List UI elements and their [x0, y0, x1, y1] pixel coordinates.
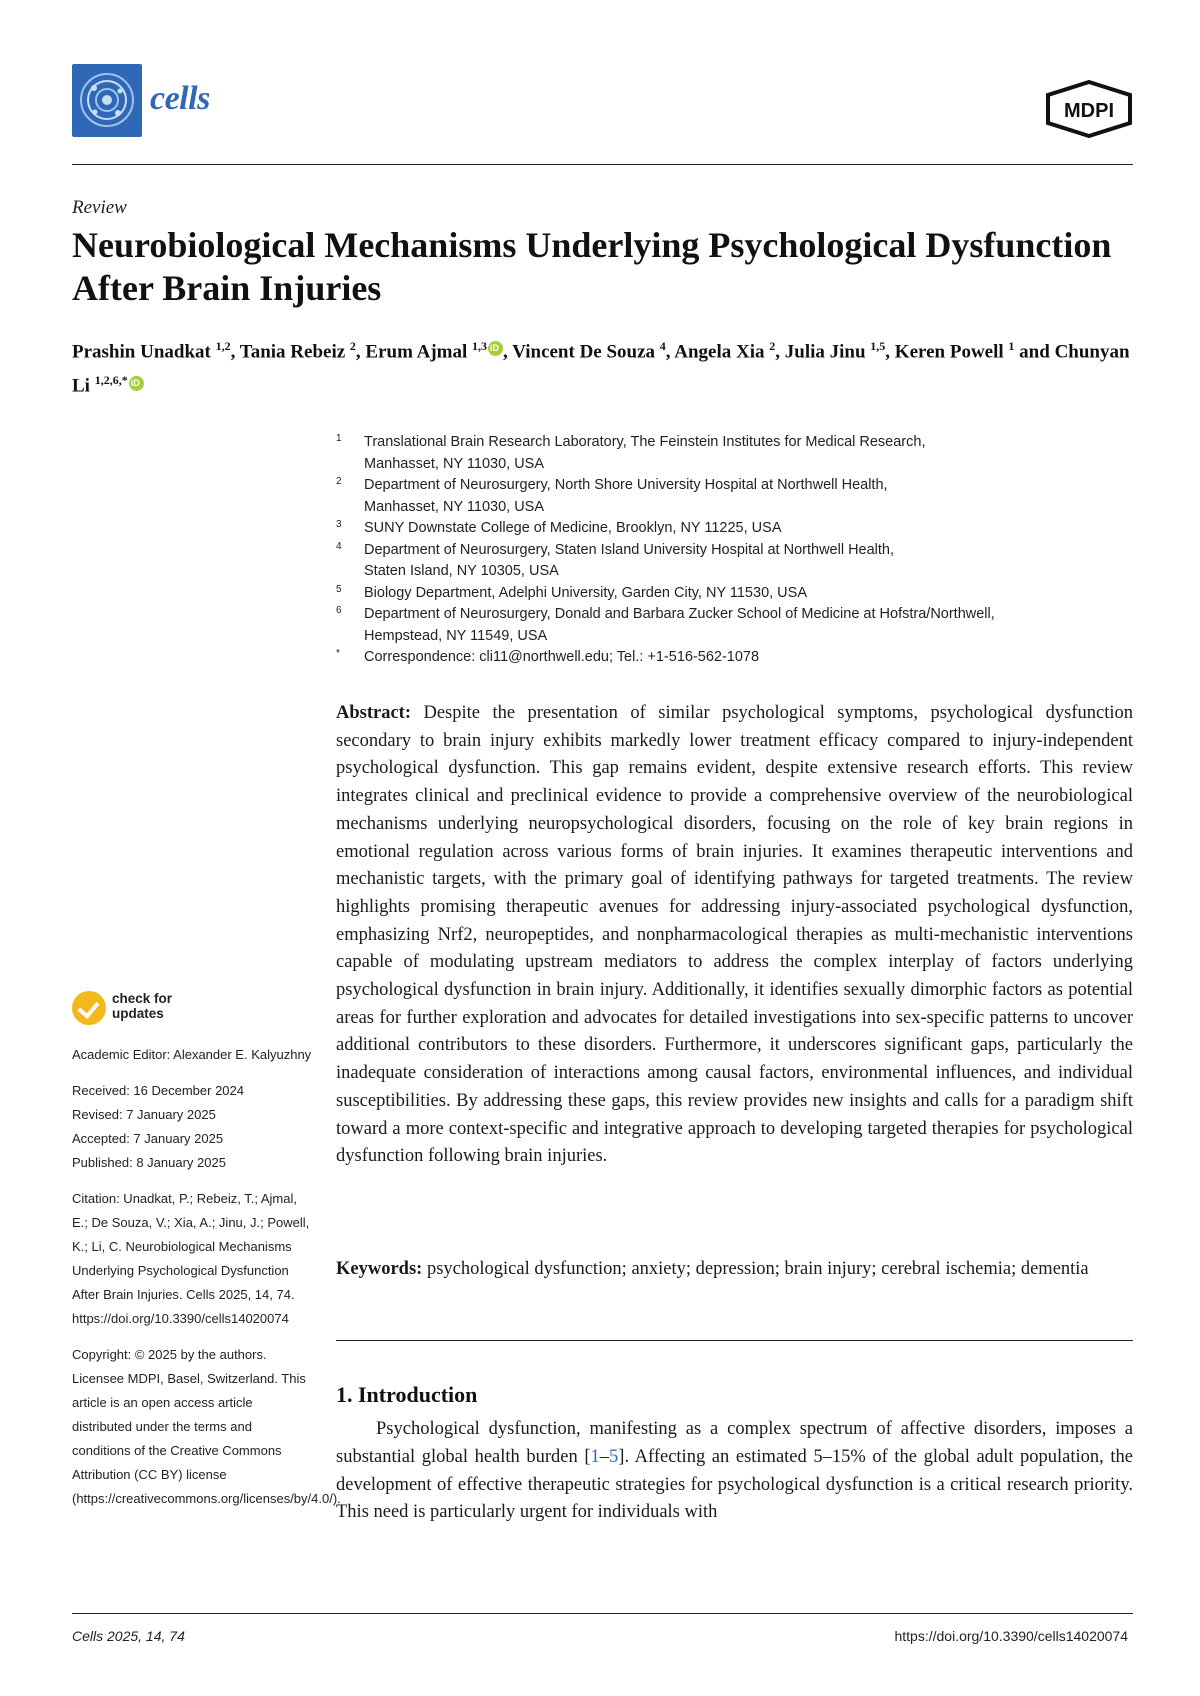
affiliation-number: 4: [336, 540, 342, 552]
citation-link[interactable]: 1: [590, 1446, 600, 1467]
intro-paragraph: [336, 1416, 1133, 1527]
footer-rule: [72, 1613, 1133, 1614]
check-updates-text: [112, 991, 172, 1021]
affiliation-text: Biology Department, Adelphi University, Garden City, NY 11530, USA: [364, 584, 808, 601]
article-title: Neurobiological Mechanisms Underlying Psychological Dysfunction After Brain Injuries: [72, 225, 1112, 308]
abstract-rule: [336, 1340, 1133, 1341]
citation-info: Citation: Unadkat, P.; Rebeiz, T.; Ajmal, E.; De Souza, V.; Xia, A.; Jinu, J.; Powell, K.; Li, C. Neurobiological Mechanisms Underlying Psychological Dysfunction After Brain Injuries. Cells 2025, 14, 74. https://doi.org/10.3390/cells14020074: [72, 1191, 310, 1326]
affiliation-text-cont: Manhasset, NY 11030, USA: [364, 455, 545, 472]
journal-name[interactable]: cells: [150, 80, 210, 117]
author-affiliation-marker: 4: [659, 339, 666, 353]
author-affiliation-marker: 1,3: [472, 339, 488, 353]
author-separator: ,: [355, 341, 366, 363]
author-separator: ,: [230, 341, 240, 363]
author-separator: ,: [503, 341, 513, 363]
orcid-icon[interactable]: [488, 341, 503, 356]
affiliation-item: [336, 583, 1136, 605]
revised-date: Revised: 7 January 2025: [72, 1107, 216, 1122]
affiliation-text: Department of Neurosurgery, Donald and Barbara Zucker School of Medicine at Hofstra/Northwell,: [364, 606, 995, 622]
author-affiliation-marker: 1,2,6,*: [94, 373, 128, 388]
affiliation-item: [336, 604, 1136, 647]
affiliation-number: *: [336, 648, 340, 659]
author-affiliation-marker: 1,2: [215, 339, 231, 353]
author-name[interactable]: Vincent De Souza: [512, 341, 656, 363]
affiliation-item: [336, 540, 1136, 583]
author-affiliation-marker: 1,5: [870, 339, 886, 353]
footer-doi-link[interactable]: https://doi.org/10.3390/cells14020074: [894, 1628, 1128, 1644]
affiliation-number: 3: [336, 519, 342, 530]
author-list: [72, 332, 1142, 401]
keywords: [336, 1255, 1133, 1283]
article-type: Review: [72, 197, 127, 218]
author-name[interactable]: Erum Ajmal: [365, 341, 468, 363]
affiliation-text: Department of Neurosurgery, North Shore University Hospital at Northwell Health,: [364, 477, 888, 493]
keywords-label: Keywords:: [336, 1259, 423, 1279]
affiliation-text: Correspondence: cli11@northwell.edu; Tel.: +1-516-562-1078: [364, 649, 760, 665]
check-for-updates-badge[interactable]: [72, 989, 182, 1029]
footer-journal-ref: Cells 2025, 14, 74: [72, 1628, 185, 1644]
affiliation-item: [336, 518, 1136, 540]
orcid-icon[interactable]: [129, 376, 144, 391]
author-affiliation-marker: 2: [349, 339, 356, 353]
citation-link[interactable]: 5: [609, 1446, 619, 1467]
citation-dash: –: [599, 1446, 610, 1467]
affiliation-item: [336, 647, 1136, 669]
affiliation-text-cont: Manhasset, NY 11030, USA: [364, 498, 545, 515]
author-name[interactable]: Tania Rebeiz: [239, 341, 346, 363]
affiliation-item: [336, 475, 1136, 518]
intro-text-a: Psychological dysfunction, manifesting as a complex spectrum of affective disorders, imposes a substantial global health burden [: [336, 1419, 1133, 1467]
check-icon: [72, 991, 106, 1025]
copyright-info: Copyright: © 2025 by the authors. Licensee MDPI, Basel, Switzerland. This article is an open access article distributed under the terms and conditions of the Creative Commons Attribution (CC BY) license (https://creativecommons.org/licenses/by/4.0/).: [72, 1347, 341, 1506]
affiliation-number: 2: [336, 476, 342, 487]
header-rule: [72, 164, 1133, 165]
author-name[interactable]: Julia Jinu: [784, 341, 866, 363]
publisher-logo[interactable]: [1044, 80, 1134, 138]
author-name[interactable]: Angela Xia: [674, 341, 765, 363]
author-separator: ,: [665, 341, 675, 363]
accepted-date: Accepted: 7 January 2025: [72, 1131, 224, 1146]
author-name[interactable]: Keren Powell: [894, 341, 1004, 363]
affiliations: [336, 432, 1136, 669]
author-affiliation-marker: 2: [769, 339, 776, 353]
keywords-text: psychological dysfunction; anxiety; depression; brain injury; cerebral ischemia; dementia: [426, 1259, 1089, 1279]
author-affiliation-marker: 1: [1008, 339, 1015, 353]
abstract-text: Despite the presentation of similar psychological symptoms, psychological dysfunction secondary to brain injury exhibits markedly lower treatment efficacy compared to injury-independent psychological dysfunction. This gap remains evident, despite extensive research efforts. This review integrates clinical and preclinical evidence to provide a comprehensive overview of the neurobiological mechanisms underlying neuropsychological disorders, focusing on the role of key brain regions in emotional regulation across various forms of brain injuries. It examines therapeutic interventions and mechanistic targets, with the primary goal of identifying pathways for targeted treatments. The review highlights promising therapeutic avenues for addressing injury-associated psychological dysfunction, emphasizing Nrf2, neuropeptides, and nonpharmacological therapies as multi-mechanistic interventions capable of modulating upstream mediators to address the complex interplay of factors underlying psychological dysfunction in brain injury. Additionally, it identifies sexually dimorphic factors as potential areas for further exploration and advocates for detailed investigations into sex-specific patterns to uncover additional contributors to these disorders. Furthermore, it underscores significant gaps, particularly the inadequate consideration of interactions among causal factors, environmental influences, and individual susceptibilities. By addressing these gaps, this review provides new insights and calls for a paradigm shift toward a more context-specific and integrative approach to developing targeted therapies for psychological dysfunction following brain injuries.: [336, 703, 1134, 1167]
section-heading-introduction: 1. Introduction: [336, 1382, 478, 1407]
affiliation-text: Translational Brain Research Laboratory, The Feinstein Institutes for Medical Research,: [364, 434, 926, 450]
affiliation-text: SUNY Downstate College of Medicine, Brooklyn, NY 11225, USA: [364, 520, 782, 536]
article-info-sidebar: [72, 1043, 341, 1523]
check-updates-line2: updates: [112, 1006, 164, 1021]
author-name[interactable]: Prashin Unadkat: [72, 341, 211, 363]
affiliation-text-cont: Hempstead, NY 11549, USA: [364, 627, 548, 644]
received-date: Received: 16 December 2024: [72, 1083, 244, 1098]
author-separator: ,: [885, 341, 895, 363]
affiliation-number: 1: [336, 433, 342, 444]
affiliation-text: Department of Neurosurgery, Staten Island University Hospital at Northwell Health,: [364, 541, 895, 558]
author-name[interactable]: Chunyan Li: [72, 341, 1130, 397]
abstract-label: Abstract:: [336, 703, 412, 723]
author-separator: and: [1014, 341, 1055, 363]
journal-logo: [72, 64, 142, 137]
affiliation-item: [336, 432, 1136, 475]
check-updates-line1: check for: [112, 991, 173, 1006]
abstract: [336, 700, 1133, 1171]
affiliation-number: 6: [336, 605, 342, 616]
academic-editor: Academic Editor: Alexander E. Kalyuzhny: [72, 1047, 312, 1062]
affiliation-number: 5: [336, 583, 342, 595]
publisher-name: MDPI: [1064, 100, 1114, 122]
author-separator: ,: [775, 341, 785, 363]
published-date: Published: 8 January 2025: [72, 1155, 226, 1170]
affiliation-text-cont: Staten Island, NY 10305, USA: [364, 563, 559, 579]
intro-text-b: ]. Affecting an estimated 5–15% of the global adult population, the development of effective therapeutic strategies for psychological dysfunction is a critical research priority. This need is particularly urgent for individuals with: [336, 1446, 1133, 1523]
